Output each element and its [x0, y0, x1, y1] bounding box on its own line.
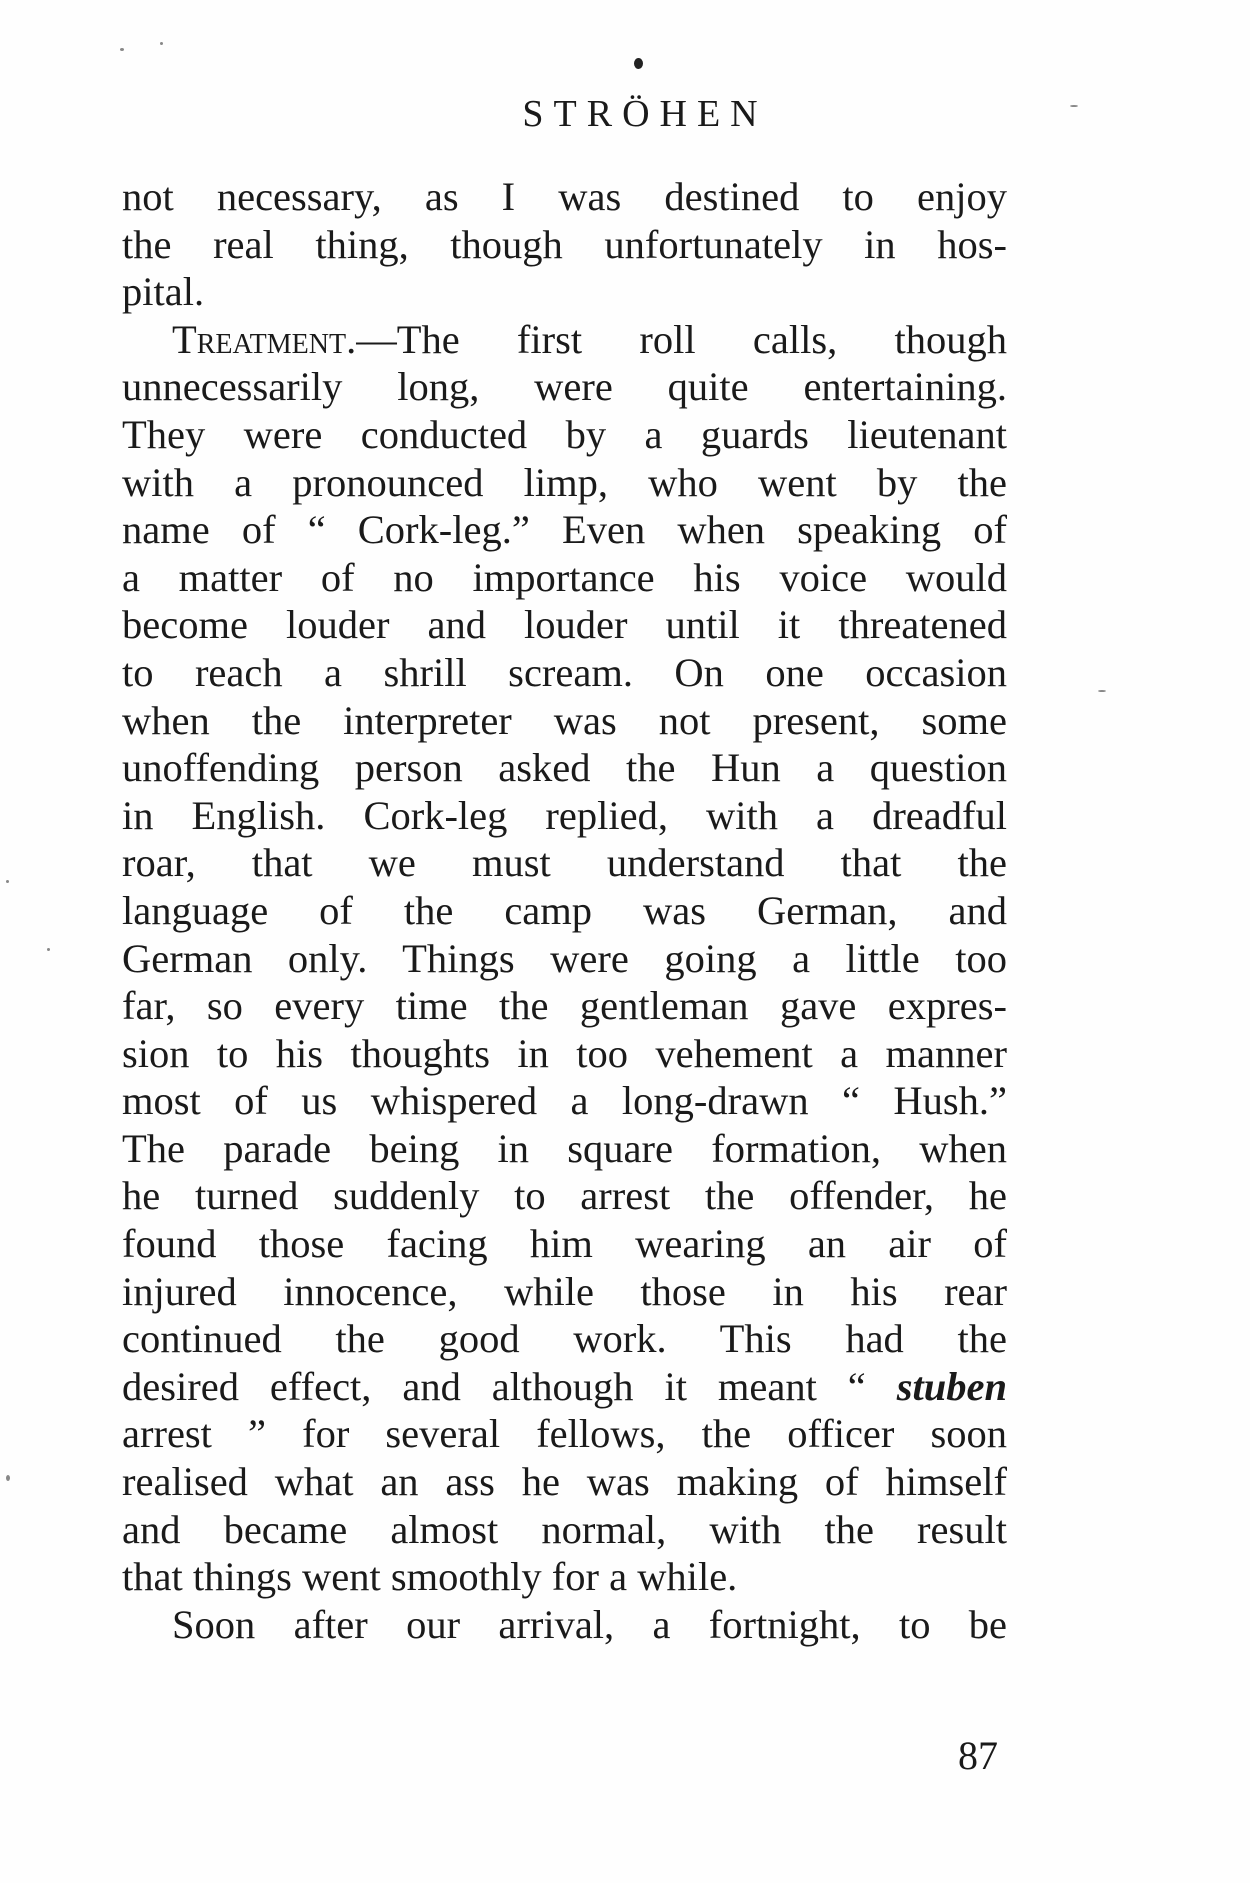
paper-speck [6, 1475, 10, 1481]
text-line: arrest ” for several fellows, the officer soon [122, 1411, 1007, 1457]
text-line: language of the camp was German, and [122, 887, 1007, 933]
text-line: roar, that we must understand that the [122, 840, 1007, 886]
text-line: The parade being in square formation, when [122, 1125, 1007, 1171]
text-line: continued the good work. This had the [122, 1316, 1007, 1362]
paper-speck [1098, 690, 1106, 692]
text-line: realised what an ass he was making of himself [122, 1459, 1007, 1505]
text-line: when the interpreter was not present, some [122, 697, 1007, 743]
text-line: sion to his thoughts in too vehement a manner [122, 1030, 1007, 1076]
text-line: They were conducted by a guards lieutenant [122, 411, 1007, 457]
page-number: 87 [958, 1733, 998, 1778]
text-line [122, 1363, 1007, 1411]
text-line: Soon after our arrival, a fortnight, to be [172, 1601, 1007, 1647]
text-line: pital. [122, 269, 205, 315]
text-fragment: desired effect, and although it meant “ [122, 1363, 866, 1409]
text-line: with a pronounced limp, who went by the [122, 459, 1007, 505]
text-line: he turned suddenly to arrest the offender, he [122, 1173, 1007, 1219]
paper-speck [160, 42, 163, 45]
text-line: to reach a shrill scream. On one occasion [122, 649, 1007, 695]
running-head: STRÖHEN [522, 93, 768, 135]
italic-word: stuben [896, 1363, 1007, 1409]
ink-dot [634, 58, 643, 69]
text-line: in English. Cork-leg replied, with a dreadful [122, 792, 1007, 838]
paper-speck [47, 948, 50, 951]
section-lead-in: Treatment. [172, 316, 357, 362]
text-line: found those facing him wearing an air of [122, 1221, 1007, 1267]
text-line: name of “ Cork-leg.” Even when speaking of [122, 507, 1007, 553]
text-line: the real thing, though unfortunately in hos- [122, 221, 1007, 267]
text-fragment: —The first roll calls, though [356, 316, 1007, 362]
text-line: unoffending person asked the Hun a question [122, 745, 1007, 791]
text-line: German only. Things were going a little too [122, 935, 1007, 981]
paper-speck [120, 48, 124, 51]
text-line: unnecessarily long, were quite entertaining. [122, 364, 1007, 410]
text-line: that things went smoothly for a while. [122, 1554, 738, 1600]
text-line: become louder and louder until it threatened [122, 602, 1007, 648]
text-line: far, so every time the gentleman gave expres- [122, 983, 1007, 1029]
text-line: a matter of no importance his voice would [122, 554, 1007, 600]
text-line: and became almost normal, with the result [122, 1506, 1007, 1552]
text-line: injured innocence, while those in his rear [122, 1268, 1007, 1314]
paper-speck [6, 880, 9, 883]
text-line [122, 316, 1007, 364]
text-line: most of us whispered a long-drawn “ Hush.” [122, 1078, 1007, 1124]
body-text [122, 173, 1007, 1648]
text-line: not necessary, as I was destined to enjoy [122, 174, 1007, 219]
